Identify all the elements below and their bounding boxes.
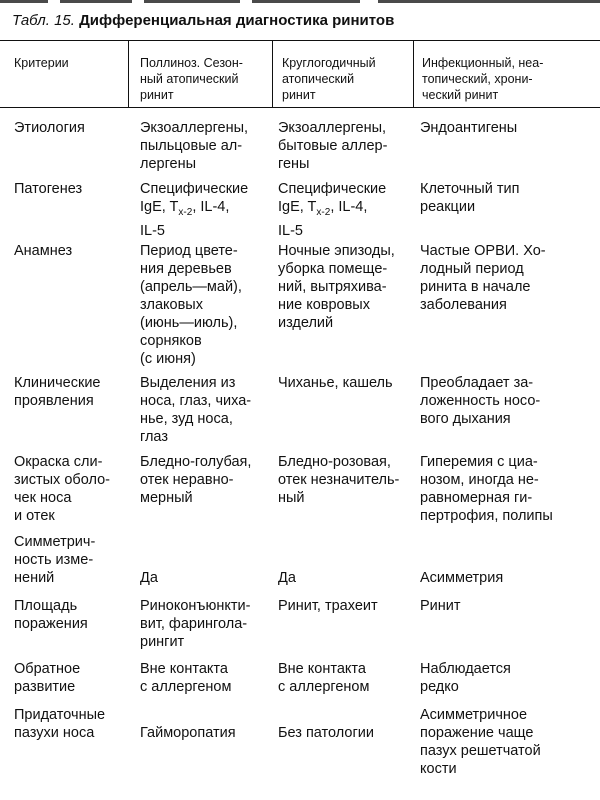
cell-line: сорняков bbox=[140, 333, 202, 349]
cell-line: бытовые аллер- bbox=[278, 138, 388, 154]
cell-line: Эндоантигены bbox=[420, 120, 518, 136]
cell-line: мерный bbox=[140, 490, 193, 506]
cell-line: Придаточные bbox=[14, 707, 106, 723]
header-line: атопический bbox=[282, 72, 355, 86]
cell-line: Наблюдается bbox=[420, 661, 511, 677]
criterion-cell bbox=[14, 374, 101, 410]
cell-line: Клеточный тип bbox=[420, 181, 520, 197]
cell-line: реакции bbox=[420, 199, 476, 215]
cell-line: Специфические bbox=[140, 181, 249, 197]
cell-line: IgE, $T_{x-2}$, IL-4, bbox=[140, 199, 230, 218]
perennial-rhinitis-cell bbox=[278, 180, 386, 240]
cropped-page-edge bbox=[0, 0, 600, 3]
cell-line: Гиперемия с циа- bbox=[420, 454, 538, 470]
cell-line: (июнь—июль), bbox=[140, 315, 238, 331]
perennial-rhinitis-cell bbox=[278, 569, 296, 587]
cell-line: Чиханье, кашель bbox=[278, 375, 393, 391]
cell-line: Да bbox=[278, 570, 296, 586]
cell-line: Бледно-розовая, bbox=[278, 454, 391, 470]
header-line: Поллиноз. Сезон- bbox=[140, 56, 243, 70]
infectious-rhinitis-cell bbox=[420, 453, 553, 525]
column-divider bbox=[272, 41, 273, 107]
cell-line: и отек bbox=[14, 508, 55, 524]
criterion-cell bbox=[14, 597, 88, 633]
table-number: Табл. 15. bbox=[12, 12, 75, 29]
column-divider bbox=[128, 41, 129, 107]
cell-line: Да bbox=[140, 570, 158, 586]
cell-line: Патогенез bbox=[14, 181, 83, 197]
pollinosis-cell bbox=[140, 374, 251, 446]
header-line: ческий ринит bbox=[422, 88, 499, 102]
header-line: Круглогодичный bbox=[282, 56, 376, 70]
cell-line: ложенность носо- bbox=[420, 393, 541, 409]
cell-line: вит, фаринголa- bbox=[140, 616, 248, 632]
header-line: ный атопический bbox=[140, 72, 239, 86]
cell-line: Асимметрия bbox=[420, 570, 504, 586]
cell-line: носа, глаз, чиха- bbox=[140, 393, 252, 409]
column-divider bbox=[413, 41, 414, 107]
perennial-rhinitis-cell bbox=[278, 724, 374, 742]
cell-line: с аллергеном bbox=[278, 679, 370, 695]
cell-line: чек носа bbox=[14, 490, 72, 506]
header-line: Инфекционный, неа- bbox=[422, 56, 544, 70]
cell-line: ный bbox=[278, 490, 305, 506]
perennial-rhinitis-cell bbox=[278, 453, 399, 507]
cell-line: пазухи носа bbox=[14, 725, 95, 741]
cell-line: Экзоаллергены, bbox=[140, 120, 249, 136]
cell-line: Симметрич- bbox=[14, 534, 96, 550]
pollinosis-cell bbox=[140, 660, 231, 696]
header-line: топический, хрони- bbox=[422, 72, 533, 86]
perennial-rhinitis-cell bbox=[278, 374, 393, 392]
criterion-cell bbox=[14, 533, 95, 587]
criterion-cell bbox=[14, 660, 80, 696]
cell-line: равномерная ги- bbox=[420, 490, 533, 506]
cell-line: Выделения из bbox=[140, 375, 236, 391]
infectious-rhinitis-cell bbox=[420, 119, 517, 137]
cell-line: Специфические bbox=[278, 181, 387, 197]
pollinosis-cell bbox=[140, 724, 236, 742]
criterion-cell bbox=[14, 242, 72, 260]
infectious-rhinitis-cell bbox=[420, 660, 511, 696]
cell-line: нье, зуд носа, bbox=[140, 411, 233, 427]
cell-line: Риноконъюнкти- bbox=[140, 598, 251, 614]
cell-line: IL-5 bbox=[278, 222, 303, 239]
cell-line: поражение чаще bbox=[420, 725, 534, 741]
header-criteria bbox=[14, 55, 69, 71]
cell-line: ния деревьев bbox=[140, 261, 232, 277]
perennial-rhinitis-cell bbox=[278, 597, 378, 615]
header-line: ринит bbox=[140, 88, 174, 102]
cell-line: гены bbox=[278, 156, 310, 172]
cell-line: проявления bbox=[14, 393, 94, 409]
cell-line: отек незначитель- bbox=[278, 472, 400, 488]
cell-line: IL-5 bbox=[140, 222, 165, 239]
cell-line: Преобладает за- bbox=[420, 375, 534, 391]
cell-line: Экзоаллергены, bbox=[278, 120, 387, 136]
cell-line: заболевания bbox=[420, 297, 507, 313]
header-line: ринит bbox=[282, 88, 316, 102]
cell-line: Вне контакта bbox=[140, 661, 228, 677]
cell-line: кости bbox=[420, 761, 457, 777]
cell-line: Обратное bbox=[14, 661, 81, 677]
cell-line: нозом, иногда не- bbox=[420, 472, 539, 488]
cell-line: Площадь bbox=[14, 598, 78, 614]
header-infectious-rhinitis bbox=[422, 55, 543, 103]
cell-line: пыльцовые ал- bbox=[140, 138, 243, 154]
cell-line: Клинические bbox=[14, 375, 101, 391]
pollinosis-cell bbox=[140, 242, 242, 368]
header-perennial-rhinitis bbox=[282, 55, 376, 103]
cell-line: Окраска сли- bbox=[14, 454, 103, 470]
infectious-rhinitis-cell bbox=[420, 180, 519, 216]
cell-line: вого дыхания bbox=[420, 411, 511, 427]
infectious-rhinitis-cell bbox=[420, 242, 546, 314]
cell-line: (с июня) bbox=[140, 351, 196, 367]
pollinosis-cell bbox=[140, 597, 250, 651]
pollinosis-cell bbox=[140, 569, 158, 587]
cell-line: IgE, $T_{x-2}$, IL-4, bbox=[278, 199, 368, 218]
cell-line: глаз bbox=[140, 429, 168, 445]
pollinosis-cell bbox=[140, 119, 248, 173]
cell-line: поражения bbox=[14, 616, 88, 632]
cell-line: Частые ОРВИ. Хо- bbox=[420, 243, 546, 259]
cell-line: пертрофия, полипы bbox=[420, 508, 553, 524]
cell-line: лодный период bbox=[420, 261, 524, 277]
cell-line: злаковых bbox=[140, 297, 203, 313]
pollinosis-cell bbox=[140, 453, 251, 507]
infectious-rhinitis-cell bbox=[420, 374, 540, 428]
cell-line: ний, вытряхива- bbox=[278, 279, 387, 295]
criterion-cell bbox=[14, 453, 110, 525]
cell-line: Бледно-голубая, bbox=[140, 454, 252, 470]
criterion-cell bbox=[14, 119, 85, 137]
cell-line: Ринит bbox=[420, 598, 461, 614]
cell-line: Ночные эпизоды, bbox=[278, 243, 395, 259]
cell-line: Ринит, трахеит bbox=[278, 598, 378, 614]
cell-line: рингит bbox=[140, 634, 185, 650]
cell-line: Период цвете- bbox=[140, 243, 238, 259]
header-line: Критерии bbox=[14, 56, 69, 70]
cell-line: Анамнез bbox=[14, 243, 73, 259]
infectious-rhinitis-cell bbox=[420, 569, 503, 587]
perennial-rhinitis-cell bbox=[278, 119, 387, 173]
cell-line: ние ковровых bbox=[278, 297, 370, 313]
cell-line: ринита в начале bbox=[420, 279, 531, 295]
cell-line: ность изме- bbox=[14, 552, 94, 568]
cell-line: Гайморопатия bbox=[140, 725, 236, 741]
header-pollinosis bbox=[140, 55, 243, 103]
cell-line: Вне контакта bbox=[278, 661, 366, 677]
cell-line: развитие bbox=[14, 679, 76, 695]
criterion-cell bbox=[14, 180, 82, 198]
cell-line: лергены bbox=[140, 156, 197, 172]
cell-line: зистых оболо- bbox=[14, 472, 110, 488]
cell-line: изделий bbox=[278, 315, 334, 331]
infectious-rhinitis-cell bbox=[420, 706, 541, 778]
table-caption bbox=[12, 12, 394, 29]
cell-line: нений bbox=[14, 570, 55, 586]
perennial-rhinitis-cell bbox=[278, 660, 369, 696]
pollinosis-cell bbox=[140, 180, 248, 240]
infectious-rhinitis-cell bbox=[420, 597, 461, 615]
cell-line: с аллергеном bbox=[140, 679, 232, 695]
table-header bbox=[0, 40, 600, 108]
perennial-rhinitis-cell bbox=[278, 242, 395, 332]
cell-line: редко bbox=[420, 679, 459, 695]
cell-line: (апрель—май), bbox=[140, 279, 242, 295]
cell-line: Этиология bbox=[14, 120, 85, 136]
cell-line: уборка помеще- bbox=[278, 261, 388, 277]
table-title: Дифференциальная диагностика ринитов bbox=[79, 12, 395, 29]
cell-line: отек неравно- bbox=[140, 472, 234, 488]
cell-line: Асимметричное bbox=[420, 707, 528, 723]
cell-line: пазух решетчатой bbox=[420, 743, 541, 759]
cell-line: Без патологии bbox=[278, 725, 374, 741]
criterion-cell bbox=[14, 706, 105, 742]
